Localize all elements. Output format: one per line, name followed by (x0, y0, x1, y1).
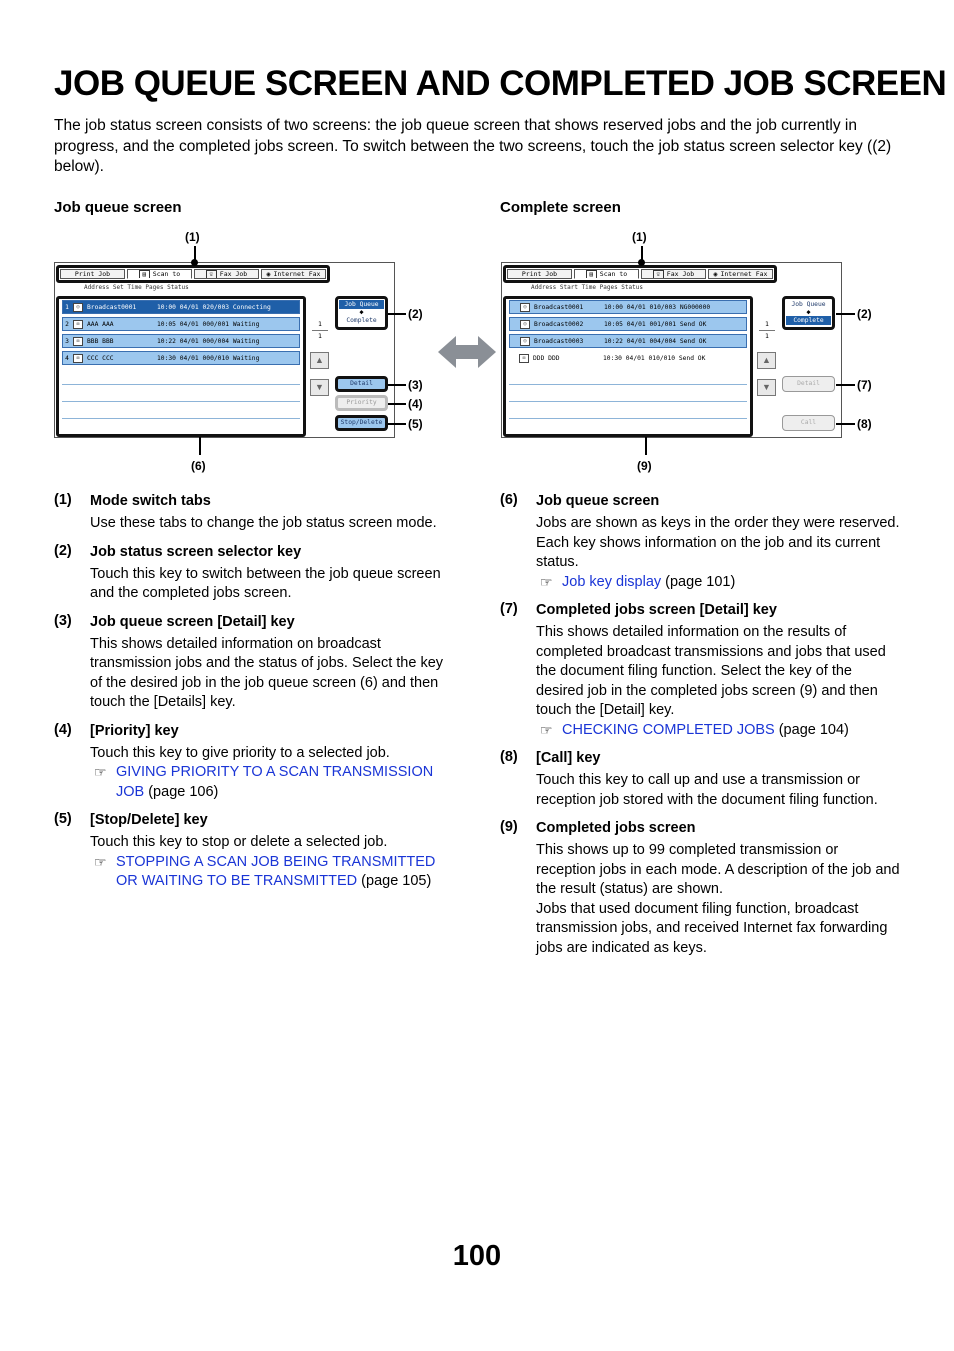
detail-button[interactable]: Detail (335, 376, 388, 392)
leader-line (836, 423, 855, 425)
job-queue-list (56, 296, 306, 437)
callout-6: (6) (191, 459, 206, 473)
reference-link[interactable]: STOPPING A SCAN JOB BEING TRANSMITTED OR WAITING TO BE TRANSMITTED (116, 853, 436, 889)
column-header: Address Start Time Pages Status (531, 284, 643, 291)
tab-fax-job[interactable]: ☏ Fax Job (641, 269, 706, 279)
callout-2: (2) (408, 307, 423, 321)
complete-screen-figure (501, 262, 846, 442)
empty-row (62, 402, 300, 419)
callout-7: (7) (857, 378, 872, 392)
callout-8: (8) (857, 417, 872, 431)
job-queue-option[interactable]: Job Queue (786, 300, 831, 309)
reference-link[interactable]: GIVING PRIORITY TO A SCAN TRANSMISSION JOB (116, 764, 434, 800)
broadcast-icon: ◎ (520, 303, 530, 312)
tab-scan-to[interactable]: ▤ Scan to (127, 269, 192, 279)
priority-button[interactable]: Priority (335, 395, 388, 411)
scroll-down-arrow-icon[interactable]: ▼ (310, 379, 329, 396)
leader-line (645, 437, 647, 455)
tab-scan-to[interactable]: ▤ Scan to (574, 269, 639, 279)
job-queue-option[interactable]: Job Queue (339, 300, 384, 309)
description-item: (8) [Call] key Touch this key to call up and use a transmission or reception job stored with the document filing function. (500, 749, 878, 808)
page-number: 100 (452, 1240, 502, 1272)
globe-icon: ◉ (266, 270, 271, 278)
detail-button[interactable]: Detail (782, 376, 835, 392)
fax-icon: ☏ (653, 270, 664, 279)
column-header: Address Set Time Pages Status (84, 284, 189, 291)
reference: ☞ CHECKING COMPLETED JOBS (page 104) (536, 721, 900, 741)
mode-switch-tabs (56, 265, 330, 283)
description-item: (2) Job status screen selector key Touch this key to switch between the job queue screen and the completed jobs screen. (54, 542, 441, 601)
tab-internet-fax[interactable]: ◉ Internet Fax (708, 269, 773, 279)
description-item: (7) Completed jobs screen [Detail] key This shows detailed information on the results of completed broadcast transmissions and jobs that used the document filing function. Select the key of the desired job in the completed jobs screen (9) and then touch the [Detail] key. ☞ CHECKING COMPLETED JOBS (page 104) (500, 601, 900, 740)
leader-line (199, 437, 201, 455)
reference: ☞ Job key display (page 101) (536, 573, 900, 593)
empty-row (509, 385, 747, 402)
right-description-column (500, 492, 900, 967)
complete-option[interactable]: Complete (339, 316, 384, 325)
empty-row (62, 368, 300, 385)
callout-1: (1) (632, 230, 647, 244)
up-down-icon: ◆ (359, 308, 364, 316)
job-key[interactable]: 1 ◎ Broadcast0001 10:00 04/01 020/003 Connecting (62, 300, 300, 314)
job-key[interactable]: ◎ Broadcast0002 10:05 04/01 001/001 Send OK (509, 317, 747, 331)
scan-icon: ▤ (139, 270, 150, 279)
tab-fax-job[interactable]: ☏ Fax Job (194, 269, 259, 279)
pointing-hand-icon: ☞ (540, 721, 553, 738)
description-item: (4) [Priority] key Touch this key to give priority to a selected job. ☞ GIVING PRIORITY TO A SCAN TRANSMISSION JOB (page 106) (54, 722, 454, 803)
complete-screen-heading: Complete screen (500, 199, 621, 216)
email-icon: ✉ (73, 354, 83, 363)
page-title: JOB QUEUE SCREEN AND COMPLETED JOB SCREEN (54, 64, 947, 103)
pointing-hand-icon: ☞ (540, 573, 553, 590)
email-icon: ✉ (73, 320, 83, 329)
double-arrow-icon (438, 334, 496, 370)
empty-row (62, 385, 300, 402)
job-queue-screen-figure (54, 262, 399, 442)
description-item: (1) Mode switch tabs Use these tabs to change the job status screen mode. (54, 492, 437, 531)
leader-dot (638, 259, 645, 266)
leader-line (388, 403, 406, 405)
callout-4: (4) (408, 397, 423, 411)
intro-paragraph: The job status screen consists of two screens: the job queue screen that shows reserved jobs and the job currently in progress, and the completed jobs screen. To switch between the two screens, touch the job status screen selector key ((2) below). (54, 117, 892, 175)
leader-dot (191, 259, 198, 266)
fax-icon: ☏ (206, 270, 217, 279)
scroll-down-arrow-icon[interactable]: ▼ (757, 379, 776, 396)
job-status-selector-key[interactable] (335, 296, 388, 330)
page-current: 1 (312, 318, 328, 331)
description-item: (6) Job queue screen Jobs are shown as keys in the order they were reserved. Each key shows information on the job and its current status. ☞ Job key display (page 101) (500, 492, 900, 592)
globe-icon: ◉ (713, 270, 718, 278)
description-item: (9) Completed jobs screen This shows up to 99 completed transmission or reception jobs in each mode. A description of the job and the result (status) are shown. Jobs that used document filing function, broadcast transmission jobs, and received Internet fax forwarding jobs are indicated as keys. (500, 819, 900, 956)
job-key[interactable]: ◎ Broadcast0001 10:00 04/01 010/003 NG000000 (509, 300, 747, 314)
email-icon: ✉ (519, 354, 529, 363)
tab-print-job[interactable]: Print Job (507, 269, 572, 279)
description-item: (5) [Stop/Delete] key Touch this key to stop or delete a selected job. ☞ STOPPING A SCAN JOB BEING TRANSMITTED OR WAITING TO BE TRANSMITTED (page 105) (54, 811, 454, 892)
completed-jobs-list (503, 296, 753, 437)
reference: ☞ GIVING PRIORITY TO A SCAN TRANSMISSION JOB (page 106) (90, 763, 454, 802)
callout-1: (1) (185, 230, 200, 244)
page-current: 1 (759, 318, 775, 331)
description-item: (3) Job queue screen [Detail] key This shows detailed information on broadcast transmission jobs and the status of jobs. Select the key of the desired job in the job queue screen (6) and then touch the [Details] key. (54, 612, 444, 710)
call-button[interactable]: Call (782, 415, 835, 431)
scroll-up-arrow-icon[interactable]: ▲ (757, 352, 776, 369)
email-icon: ✉ (73, 337, 83, 346)
tab-internet-fax[interactable]: ◉ Internet Fax (261, 269, 326, 279)
up-down-icon: ◆ (806, 308, 811, 316)
leader-line (388, 313, 406, 315)
empty-row (509, 402, 747, 419)
reference-link[interactable]: CHECKING COMPLETED JOBS (562, 721, 775, 738)
left-description-column (54, 492, 454, 901)
broadcast-icon: ◎ (520, 337, 530, 346)
leader-line (836, 384, 855, 386)
stop-delete-button[interactable]: Stop/Delete (335, 415, 388, 431)
job-queue-heading: Job queue screen (54, 199, 182, 216)
empty-row (509, 368, 747, 385)
callout-3: (3) (408, 378, 423, 392)
leader-line (836, 313, 855, 315)
mode-switch-tabs (503, 265, 777, 283)
broadcast-icon: ◎ (520, 320, 530, 329)
pointing-hand-icon: ☞ (94, 764, 107, 780)
job-key[interactable]: 2 ✉ AAA AAA 10:05 04/01 000/001 Waiting (62, 317, 300, 331)
pointing-hand-icon: ☞ (94, 853, 107, 870)
callout-5: (5) (408, 417, 423, 431)
tab-print-job[interactable]: Print Job (60, 269, 125, 279)
page-total: 1 (318, 332, 322, 340)
job-key[interactable]: 4 ✉ CCC CCC 10:30 04/01 000/010 Waiting (62, 351, 300, 365)
broadcast-icon: ◎ (73, 303, 83, 312)
job-key[interactable]: 3 ✉ BBB BBB 10:22 04/01 000/004 Waiting (62, 334, 300, 348)
leader-line (388, 384, 406, 386)
job-row: ✉ DDD DDD 10:30 04/01 010/010 Send OK (509, 351, 747, 365)
complete-option[interactable]: Complete (786, 316, 831, 325)
scan-icon: ▤ (586, 270, 597, 279)
job-status-selector-key[interactable] (782, 296, 835, 330)
callout-9: (9) (637, 459, 652, 473)
scroll-up-arrow-icon[interactable]: ▲ (310, 352, 329, 369)
callout-2: (2) (857, 307, 872, 321)
leader-line (388, 423, 406, 425)
page-total: 1 (765, 332, 769, 340)
job-key[interactable]: ◎ Broadcast0003 10:22 04/01 004/004 Send OK (509, 334, 747, 348)
reference-link[interactable]: Job key display (562, 573, 662, 590)
reference: ☞ STOPPING A SCAN JOB BEING TRANSMITTED OR WAITING TO BE TRANSMITTED (page 105) (90, 853, 454, 892)
